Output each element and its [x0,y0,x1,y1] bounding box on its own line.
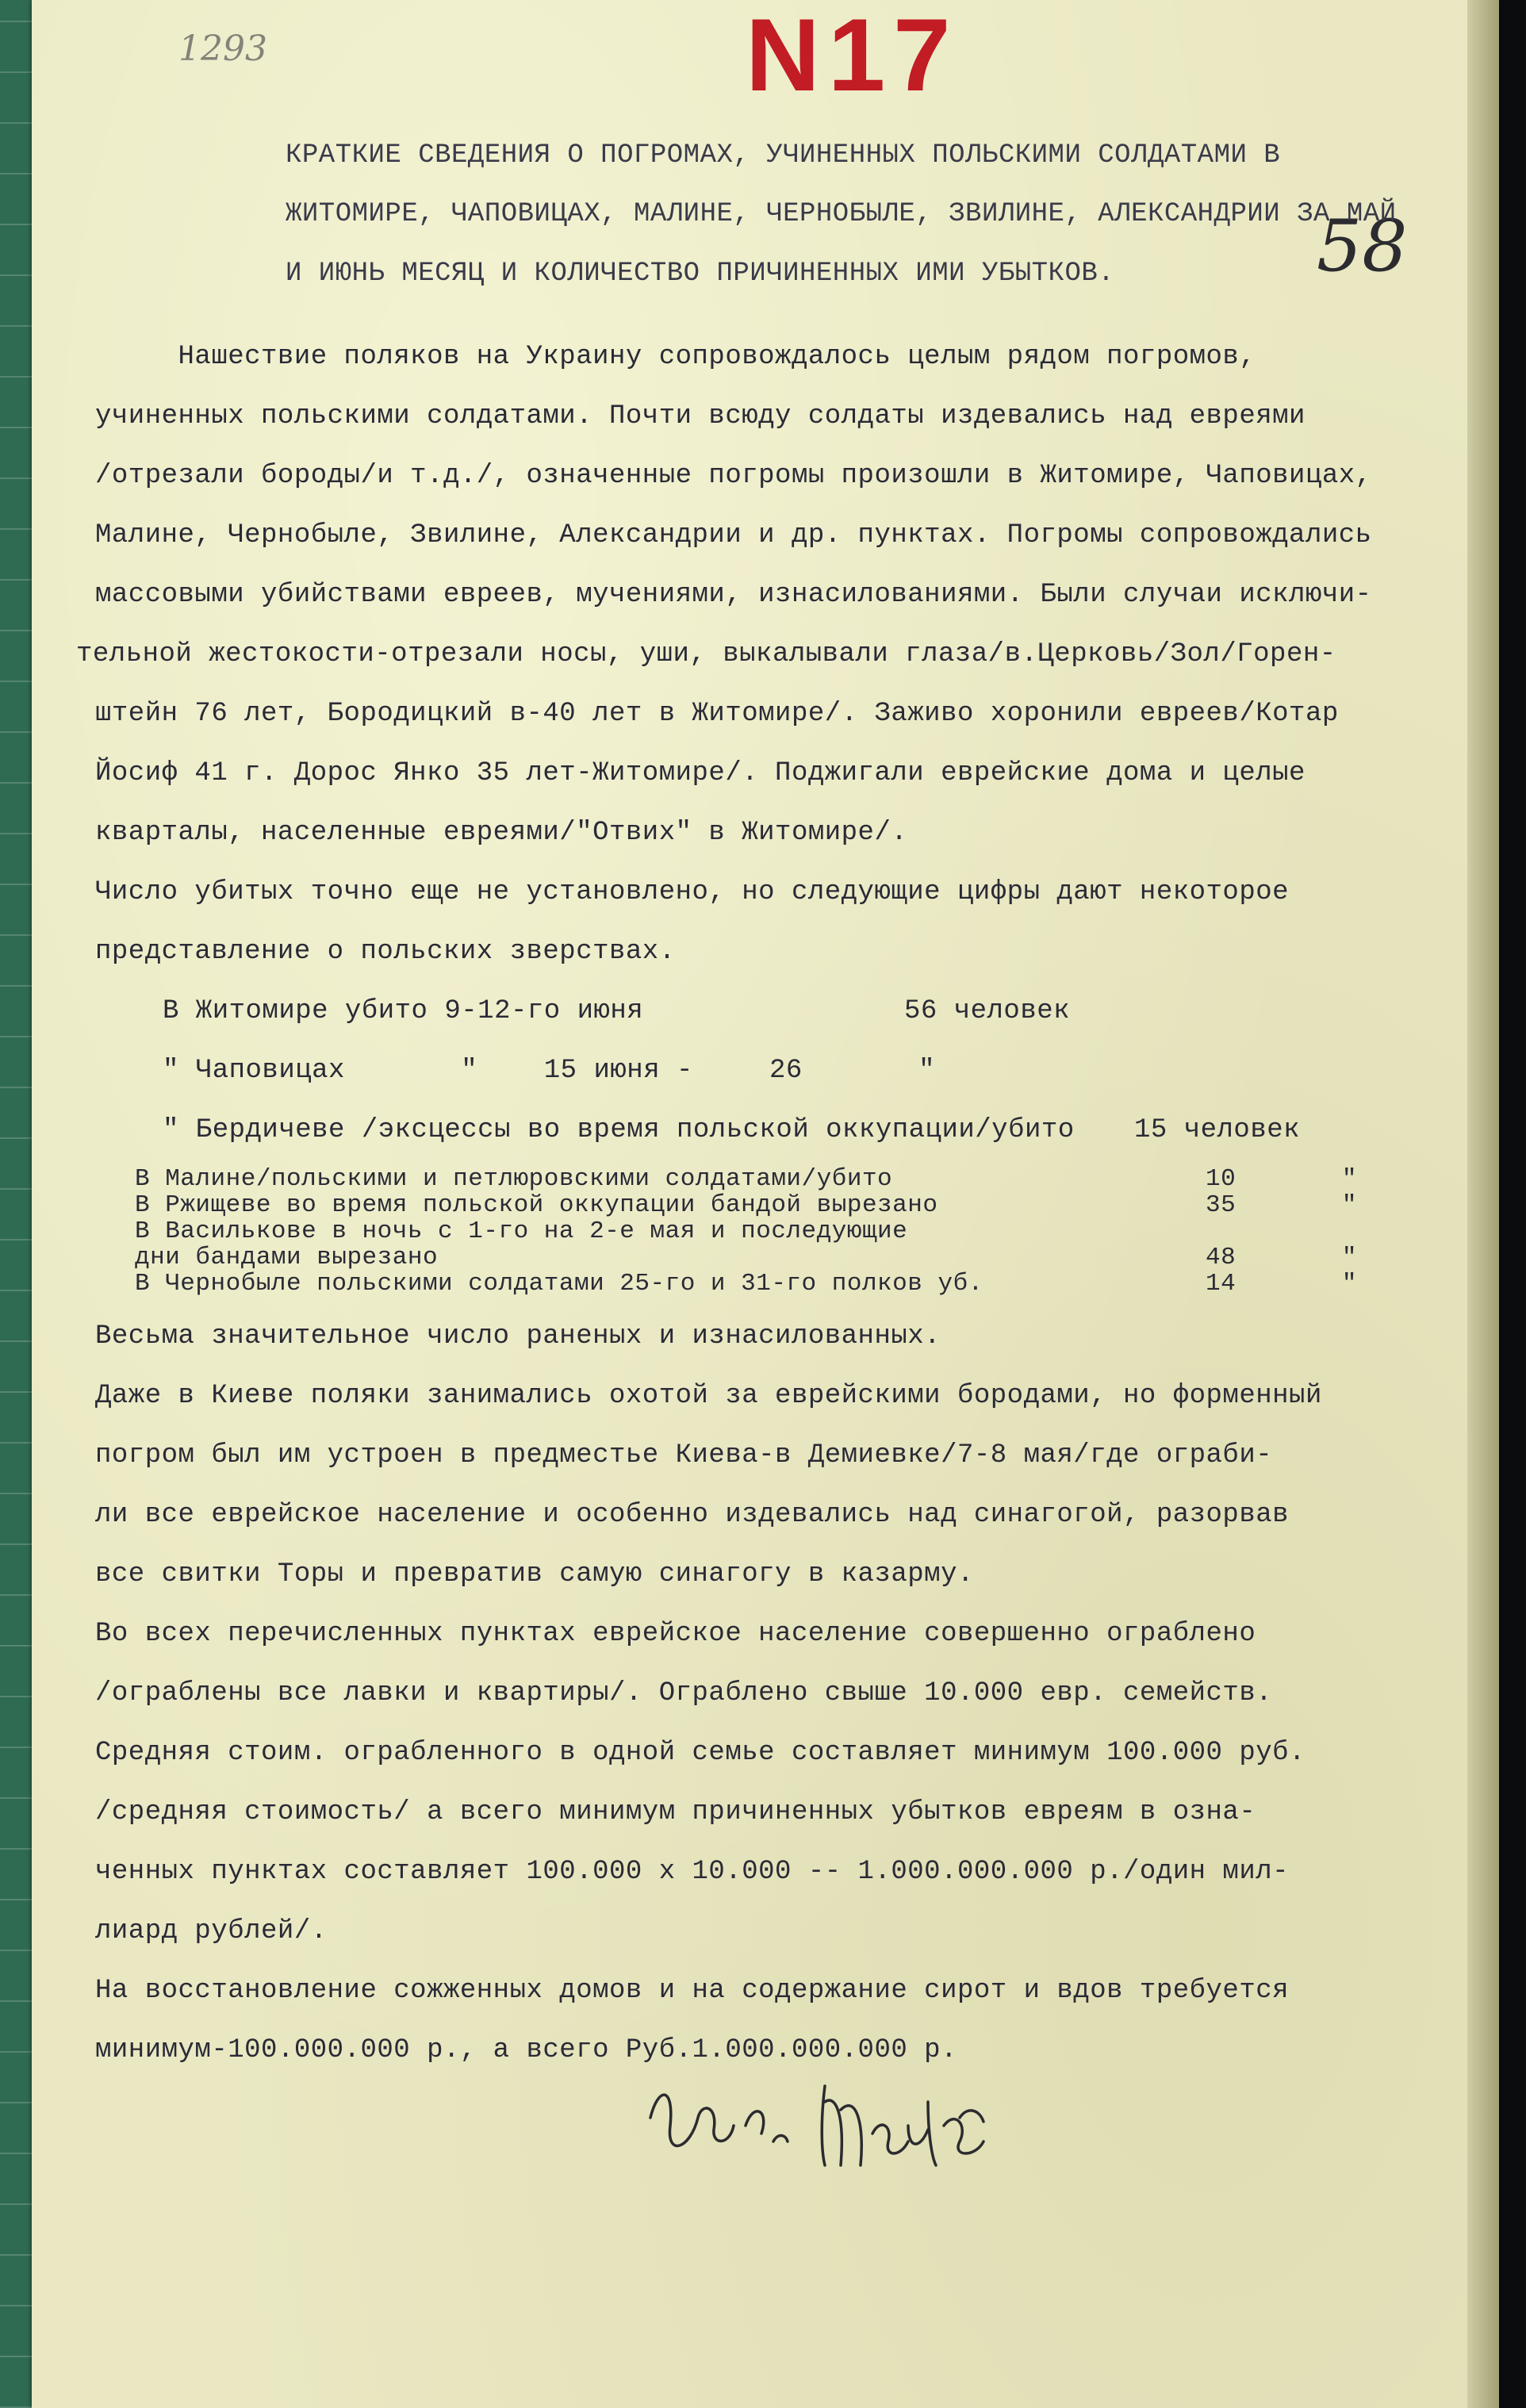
stat-count: 14 " [1206,1270,1358,1298]
closing-line: Весьма значительное число раненых и изнасилованных. [95,1321,941,1352]
body-line: представление о польских зверствах. [95,937,676,967]
closing-line: ченных пунктах составляет 100.000 х 10.000 -- 1.000.000.000 р./один мил- [95,1857,1290,1887]
closing-line: Во всех перечисленных пунктах еврейское население совершенно ограблено [95,1619,1256,1649]
stat-place: " Чаповицах " 15 июня - [163,1056,693,1086]
closing-line: На восстановление сожженных домов и на содержание сирот и вдов требуется [95,1976,1290,2006]
stat-count: 48 " [1206,1244,1358,1271]
title-line: И ИЮНЬ МЕСЯЦ И КОЛИЧЕСТВО ПРИЧИНЕННЫХ ИМИ УБЫТКОВ. [286,259,1115,289]
body-line: учиненных польскими солдатами. Почти всюду солдаты издевались над евреями [95,401,1306,431]
stat-count: 35 " [1206,1191,1358,1219]
closing-line: /средняя стоимость/ а всего минимум причиненных убытков евреям в озна- [95,1797,1256,1827]
closing-line: минимум-100.000.000 р., а всего Руб.1.000.000.000 р. [95,2035,957,2065]
stat-place: " Бердичеве /эксцессы во время польской оккупации/убито [163,1115,1075,1145]
title-line: ЖИТОМИРЕ, ЧАПОВИЦАХ, МАЛИНЕ, ЧЕРНОБЫЛЕ, ЗВИЛИНЕ, АЛЕКСАНДРИИ ЗА МАЙ [286,199,1397,229]
stat-place: В Василькове в ночь с 1-го на 2-е мая и последующие [135,1217,908,1245]
body-line: массовыми убийствами евреев, мучениями, изнасилованиями. Были случаи исключи- [95,580,1372,610]
stat-count: 15 человек [1134,1115,1301,1145]
stat-count: 10 " [1206,1165,1358,1193]
closing-line: /ограблены все лавки и квартиры/. Ограблено свыше 10.000 евр. семейств. [95,1678,1273,1708]
closing-line: Средняя стоим. ограбленного в одной семье составляет минимум 100.000 руб. [95,1738,1306,1768]
body-line: штейн 76 лет, Бородицкий в-40 лет в Житомире/. Заживо хоронили евреев/Котар [95,699,1339,729]
page-edge [1467,0,1499,2408]
body-line: /отрезали бороды/и т.д./, означенные погромы произошли в Житомире, Чаповицах, [95,461,1372,491]
closing-line: ли все еврейское население и особенно издевались над синагогой, разорвав [95,1500,1290,1530]
stat-place: В Ржищеве во время польской оккупации бандой вырезано [135,1191,938,1219]
stat-place: В Малине/польскими и петлюровскими солдатами/убито [135,1165,893,1193]
body-line: Малине, Чернобыле, Звилине, Александрии и др. пунктах. Погромы сопровождались [95,520,1372,550]
body-line: Число убитых точно еще не установлено, но следующие цифры дают некоторое [95,877,1290,907]
stat-count: 26 " [769,1056,936,1086]
body-line: Йосиф 41 г. Дорос Янко 35 лет-Житомире/. Поджигали еврейские дома и целые [95,758,1306,788]
body-line: Нашествие поляков на Украину сопровождалось целым рядом погромов, [95,342,1256,372]
closing-line: погром был им устроен в предместье Киева-в Демиевке/7-8 мая/где ограби- [95,1440,1273,1470]
archive-number: N17 [746,0,959,113]
document-page [32,0,1499,2408]
closing-line: лиард рублей/. [95,1916,328,1946]
stat-place: В Чернобыле польскими солдатами 25-го и 31-го полков уб. [135,1270,983,1298]
body-line: тельной жестокости-отрезали носы, уши, выкалывали глаза/в.Церковь/Зол/Горен- [76,639,1336,669]
stat-place: дни бандами вырезано [135,1244,439,1271]
corner-pencil-mark: 1293 [178,29,267,69]
closing-line: Даже в Киеве поляки занимались охотой за еврейскими бородами, но форменный [95,1381,1322,1411]
stat-place: В Житомире убито 9-12-го июня [163,996,644,1026]
stat-count: 56 человек [904,996,1071,1026]
closing-line: все свитки Торы и превратив самую синагогу в казарму. [95,1559,974,1589]
signature-handwritten [642,2070,991,2189]
title-line: КРАТКИЕ СВЕДЕНИЯ О ПОГРОМАХ, УЧИНЕННЫХ ПОЛЬСКИМИ СОЛДАТАМИ В [286,140,1281,171]
body-line: кварталы, населенные евреями/"Отвих" в Житомире/. [95,818,908,848]
page-number: 58 [1317,205,1408,288]
